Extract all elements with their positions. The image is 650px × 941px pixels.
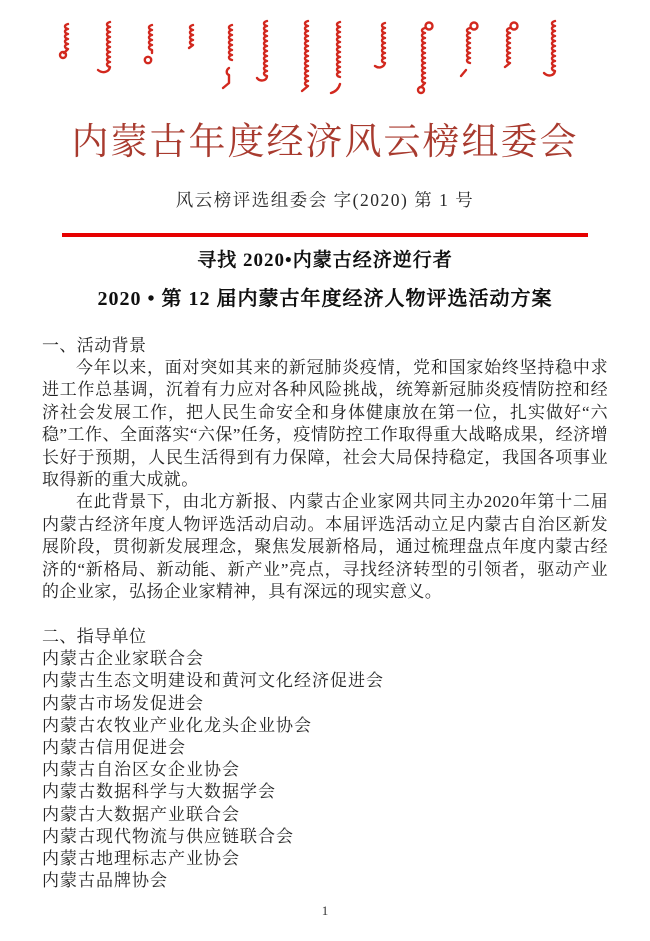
- document-number: 风云榜评选组委会 字(2020) 第 1 号: [175, 190, 475, 210]
- mongolian-glyph-column: [331, 22, 340, 93]
- main-title-line-2: 2020 • 第 12 届内蒙古年度经济人物评选活动方案: [97, 287, 553, 310]
- mongolian-glyph-column: [189, 25, 193, 48]
- mongolian-script-banner: [0, 8, 650, 104]
- mongolian-glyph-column: [257, 21, 267, 80]
- list-item: 内蒙古生态文明建设和黄河文化经济促进会: [42, 671, 384, 691]
- mongolian-glyph-column: [461, 23, 478, 77]
- section-2-heading: 二、指导单位: [42, 626, 147, 646]
- organization-title: 内蒙古年度经济风云榜组委会: [71, 122, 579, 163]
- mongolian-glyph-column: [60, 24, 68, 58]
- list-item: 内蒙古农牧业产业化龙头企业协会: [42, 715, 312, 735]
- mongolian-glyph-column: [98, 22, 110, 72]
- mongolian-glyph-column: [145, 25, 152, 63]
- mongolian-glyph-column: [544, 21, 555, 75]
- list-item: 内蒙古大数据产业联合会: [42, 804, 240, 824]
- section-guiding-units: [42, 626, 608, 893]
- mongolian-glyph-column: [418, 23, 433, 94]
- list-item: 内蒙古市场发促进会: [42, 693, 204, 713]
- red-divider-rule: [62, 233, 588, 237]
- mongolian-glyph-column: [302, 21, 308, 91]
- list-item: 内蒙古现代物流与供应链联合会: [42, 826, 294, 846]
- guiding-unit-list: [42, 648, 608, 892]
- main-title-line-1: 寻找 2020•内蒙古经济逆行者: [197, 249, 453, 271]
- section-activity-background: [42, 335, 608, 604]
- page-number: 1: [321, 903, 329, 918]
- section-1-paragraph: 在此背景下，由北方新报、内蒙古企业家网共同主办2020年第十二届内蒙古经济年度人物评选活动启动。本届评选活动立足内蒙古自治区新发展阶段，贯彻新发展理念，聚焦发展新格局，通过梳理盘点年度内蒙古经济的“新格局、新动能、新产业”亮点，寻找经济转型的引领者，驱动产业的企业家，弘扬企业家精神，具有深远的现实意义。: [42, 492, 608, 601]
- section-1-heading: 一、活动背景: [42, 335, 147, 355]
- section-1-paragraph: 今年以来，面对突如其来的新冠肺炎疫情，党和国家始终坚持稳中求进工作总基调，沉着有力应对各种风险挑战，统筹新冠肺炎疫情防控和经济社会发展工作，把人民生命安全和身体健康放在第一位，扎实做好“六稳”工作、全面落实“六保”任务，疫情防控工作取得重大战略成果，经济增长好于预期，人民生活得到有力保障，社会大局保持稳定，我国各项事业取得新的重大成就。: [42, 357, 608, 489]
- mongolian-glyph-column: [375, 23, 385, 67]
- mongolian-glyph-column: [223, 25, 232, 88]
- document-body: [0, 335, 650, 893]
- mongolian-glyph-column: [505, 23, 518, 68]
- list-item: 内蒙古品牌协会: [42, 871, 168, 891]
- list-item: 内蒙古地理标志产业协会: [42, 849, 240, 868]
- list-item: 内蒙古自治区女企业协会: [42, 760, 240, 780]
- list-item: 内蒙古企业家联合会: [42, 649, 204, 669]
- list-item: 内蒙古信用促进会: [42, 737, 186, 757]
- list-item: 内蒙古数据科学与大数据学会: [42, 782, 276, 802]
